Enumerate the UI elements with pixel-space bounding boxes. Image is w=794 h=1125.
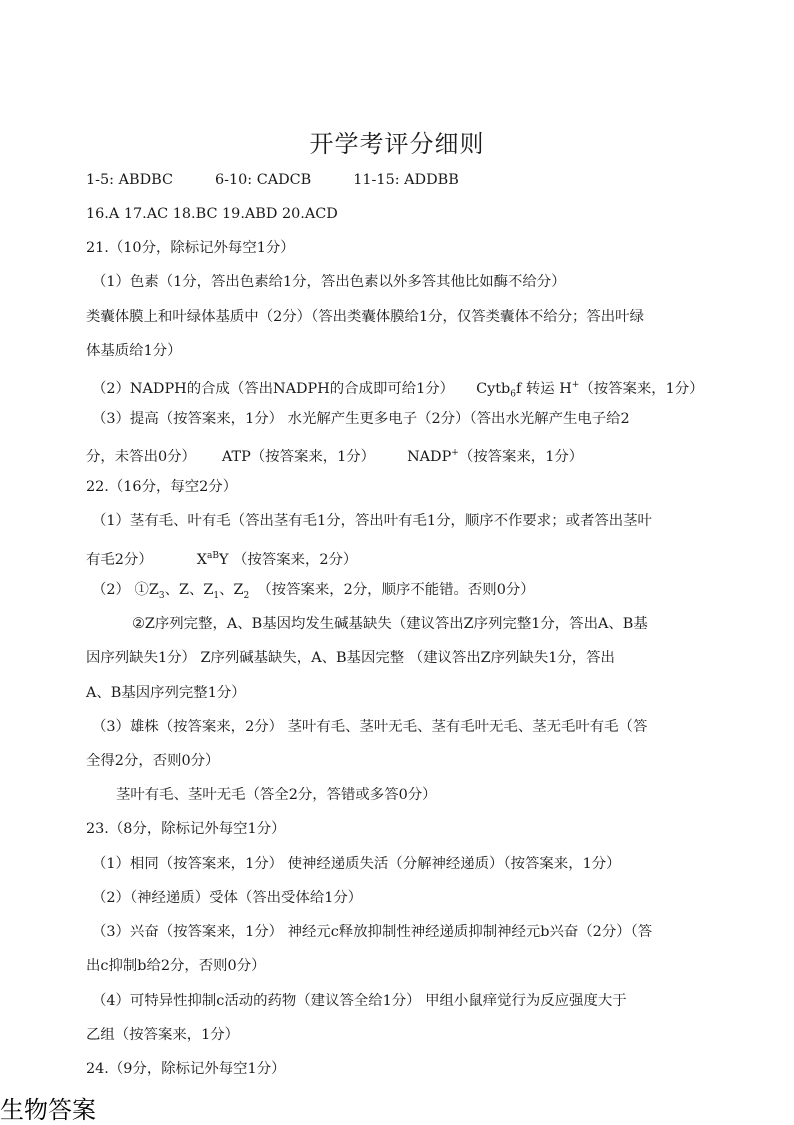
- answer-1-5: 1-5: ABDBC: [86, 172, 173, 188]
- answer-line-mc-1-15: [86, 170, 459, 190]
- q22-part2: [92, 580, 535, 606]
- q22-part2-z1: 、Z、Z: [164, 582, 214, 598]
- genotype-superscript: aB: [206, 551, 219, 561]
- q21-part2-score: （按答案来，1分）: [579, 380, 704, 397]
- q22-part2-item2-cont: 因序列缺失1分） Z序列碱基缺失，A、B基因完整 （建议答出Z序列缺失1分，答出: [86, 650, 615, 666]
- atp-answer: ATP（按答案来，1分）: [221, 448, 376, 465]
- sub-2: 2: [243, 590, 250, 601]
- q21-part2-text: （2）NADPH的合成（答出NADPH的合成即可给1分）: [92, 380, 455, 397]
- q23-part3-cont: 出c抑制b给2分，否则0分）: [86, 958, 266, 974]
- q21-part3-cont: [86, 443, 583, 467]
- q22-part2-score: （按答案来，2分，顺序不能错。否则0分）: [257, 582, 535, 598]
- question-24-header: 24.（9分，除标记外每空1分）: [86, 1061, 286, 1077]
- q22-part1-cont: [86, 546, 357, 570]
- question-21-header: 21.（10分，除标记外每空1分）: [86, 240, 295, 256]
- question-22-header: 22.（16分，每空2分）: [86, 479, 238, 495]
- cytb-subscript: 6: [510, 389, 516, 400]
- page-title: 开学考评分细则: [309, 130, 485, 158]
- q23-part2: （2）（神经递质）受体（答出受体给1分）: [92, 890, 363, 906]
- q22-part2-item2-cont2: A、B基因序列完整1分）: [86, 685, 246, 701]
- nadp-superscript: +: [451, 448, 459, 458]
- transport-text: f 转运 H: [515, 380, 572, 397]
- genotype-x: X: [196, 551, 207, 568]
- nadp-text: NADP: [407, 448, 452, 465]
- q21-part1-cont2: 体基质给1分）: [86, 343, 182, 359]
- answer-6-10: 6-10: CADCB: [214, 172, 312, 188]
- q23-part3: （3）兴奋（按答案来，1分） 神经元c释放抑制性神经递质抑制神经元b兴奋（2分）（答: [92, 924, 653, 940]
- q22-part1-cont-text: 有毛2分）: [86, 551, 153, 568]
- q21-part3: （3）提高（按答案来，1分） 水光解产生更多电子（2分）（答出水光解产生电子给2: [92, 411, 630, 427]
- sub-1: 1: [213, 590, 220, 601]
- q23-part4: （4）可特异性抑制c活动的药物（建议答全给1分） 甲组小鼠痒觉行为反应强度大于: [92, 993, 627, 1009]
- q21-part1-cont: 类囊体膜上和叶绿体基质中（2分）（答出类囊体膜给1分，仅答类囊体不给分；答出叶绿: [86, 309, 644, 325]
- q22-part3-cont: 全得2分，否则0分）: [86, 753, 220, 769]
- q22-part1: （1）茎有毛、叶有毛（答出茎有毛1分，答出叶有毛1分，顺序不作要求；或者答出茎叶: [92, 513, 652, 529]
- cytb-text: Cytb: [476, 380, 511, 397]
- sub-3: 3: [158, 590, 165, 601]
- question-23-header: 23.（8分，除标记外每空1分）: [86, 821, 286, 837]
- q22-part3-item2: 茎叶有毛、茎叶无毛（答全2分，答错或多答0分）: [116, 787, 437, 803]
- q21-part2: [92, 375, 704, 405]
- q23-part4-cont: 乙组（按答案来，1分）: [86, 1027, 240, 1043]
- h-superscript: +: [571, 380, 580, 390]
- genotype-y-score: Y （按答案来，2分）: [218, 551, 358, 568]
- q22-part2-item2: ②Z序列完整，A、B基因均发生碱基缺失（建议答出Z序列完整1分，答出A、B基: [132, 616, 648, 632]
- q22-part3: （3）雄株（按答案来，2分） 茎叶有毛、茎叶无毛、茎有毛叶无毛、茎无毛叶有毛（答: [92, 719, 648, 735]
- answer-line-16-20: 16.A 17.AC 18.BC 19.ABD 20.ACD: [86, 206, 338, 222]
- q21-part3-cont-text: 分，未答出0分）: [86, 448, 196, 465]
- q22-part2-z3: （2） ①Z: [92, 582, 159, 598]
- q23-part1: （1）相同（按答案来，1分） 使神经递质失活（分解神经递质）（按答案来，1分）: [92, 856, 621, 872]
- q21-part1: （1）色素（1分，答出色素给1分，答出色素以外多答其他比如酶不给分）: [92, 274, 566, 290]
- nadp-score: （按答案来，1分）: [458, 448, 584, 465]
- footer-label: 生物答案: [0, 1096, 96, 1124]
- answer-11-15: 11-15: ADDBB: [353, 172, 459, 188]
- q22-part2-z2: 、Z: [219, 582, 244, 598]
